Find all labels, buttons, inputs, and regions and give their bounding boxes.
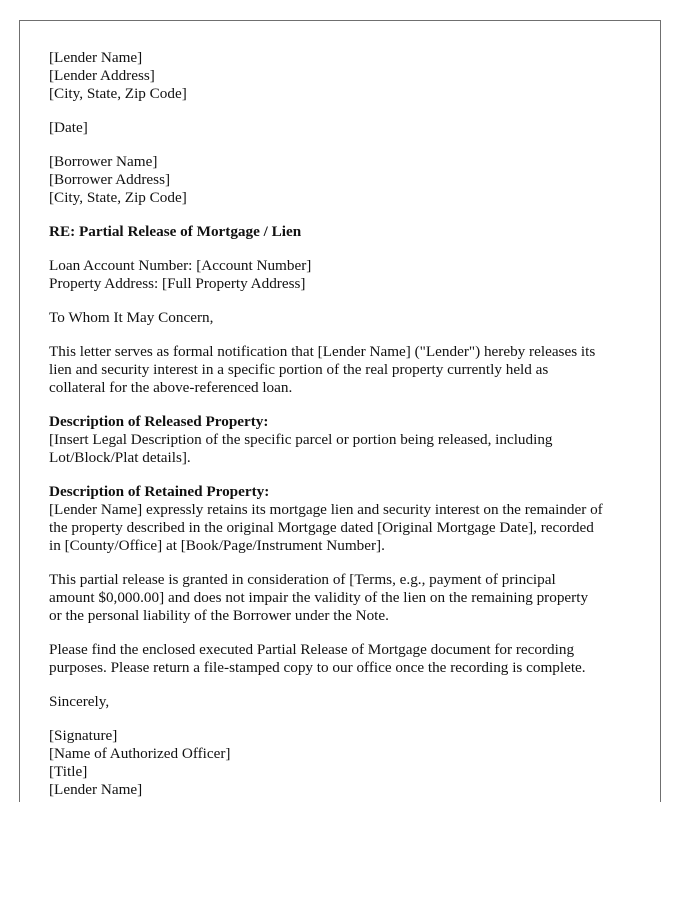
closing: Sincerely,: [49, 693, 110, 710]
released-property-line: [Insert Legal Description of the specific parcel or portion being released, including: [49, 431, 553, 448]
lender-address: [Lender Address]: [49, 67, 155, 84]
signature-placeholder: [Signature]: [49, 727, 118, 744]
consideration-paragraph: [49, 571, 649, 625]
lender-address-block: [49, 49, 649, 103]
intro-line: collateral for the above-referenced loan.: [49, 379, 293, 396]
consideration-line: or the personal liability of the Borrower under the Note.: [49, 607, 389, 624]
borrower-address: [Borrower Address]: [49, 171, 171, 188]
consideration-line: amount $0,000.00] and does not impair the validity of the lien on the remaining property: [49, 589, 589, 606]
enclosure-paragraph: [49, 641, 649, 677]
intro-paragraph: [49, 343, 649, 397]
consideration-line: This partial release is granted in consideration of [Terms, e.g., payment of principal: [49, 571, 556, 588]
borrower-city: [City, State, Zip Code]: [49, 189, 187, 206]
enclosure-line: Please find the enclosed executed Partial Release of Mortgage document for recording: [49, 641, 575, 658]
date-line: [49, 119, 649, 137]
released-property-line: Lot/Block/Plat details].: [49, 449, 191, 466]
retained-property-line: in [County/Office] at [Book/Page/Instrument Number].: [49, 537, 385, 554]
retained-property-section: [49, 483, 649, 555]
retained-property-line: the property described in the original Mortgage dated [Original Mortgage Date], recorded: [49, 519, 594, 536]
released-property-heading: Description of Released Property:: [49, 413, 269, 430]
signature-lender-name: [Lender Name]: [49, 781, 143, 798]
lender-name: [Lender Name]: [49, 49, 143, 66]
subject-line: RE: Partial Release of Mortgage / Lien: [49, 223, 302, 240]
authorized-officer-name: [Name of Authorized Officer]: [49, 745, 231, 762]
borrower-name: [Borrower Name]: [49, 153, 158, 170]
loan-info-block: [49, 257, 649, 293]
signature-block: [49, 727, 649, 799]
retained-property-heading: Description of Retained Property:: [49, 483, 270, 500]
borrower-address-block: [49, 153, 649, 207]
loan-account-number: Loan Account Number: [Account Number]: [49, 257, 312, 274]
letter-date: [Date]: [49, 119, 88, 136]
letter-page: [19, 20, 661, 802]
intro-line: This letter serves as formal notification that [Lender Name] ("Lender") hereby releases its: [49, 343, 596, 360]
lender-city: [City, State, Zip Code]: [49, 85, 187, 102]
released-property-section: [49, 413, 649, 467]
letter-body: [49, 49, 649, 799]
retained-property-line: [Lender Name] expressly retains its mortgage lien and security interest on the remainder of: [49, 501, 603, 518]
property-address: Property Address: [Full Property Address]: [49, 275, 306, 292]
intro-line: lien and security interest in a specific portion of the real property currently held as: [49, 361, 549, 378]
salutation: To Whom It May Concern,: [49, 309, 214, 326]
officer-title: [Title]: [49, 763, 88, 780]
enclosure-line: purposes. Please return a file-stamped copy to our office once the recording is complete.: [49, 659, 586, 676]
